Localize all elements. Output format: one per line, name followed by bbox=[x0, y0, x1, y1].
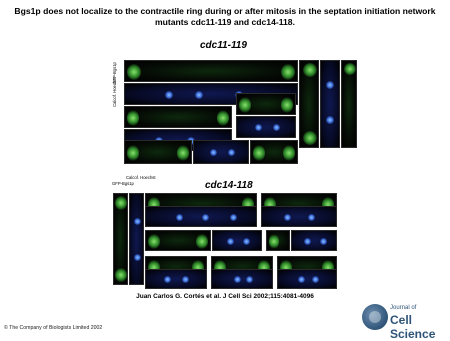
gfp-signal bbox=[269, 234, 279, 249]
panel-label-cdc14: cdc14-118 bbox=[205, 180, 253, 191]
gfp-signal bbox=[344, 63, 356, 75]
top-label-stain: Calcof. Hoechst bbox=[126, 175, 156, 180]
side-label-stain: Calcof. Hoechst bbox=[112, 77, 117, 107]
nucleus-signal bbox=[164, 276, 171, 283]
gfp-signal bbox=[127, 110, 139, 126]
micrograph-cell bbox=[124, 140, 192, 164]
gfp-signal bbox=[177, 145, 189, 161]
nucleus-signal bbox=[165, 91, 173, 99]
top-label-gfp: GFP-Bgs1p bbox=[112, 181, 134, 186]
citation: Juan Carlos G. Cortés et al. J Cell Sci 2002;115:4081-4096 bbox=[136, 293, 314, 300]
nucleus-signal bbox=[243, 238, 250, 245]
logo-small-text: Journal of bbox=[390, 305, 417, 311]
gfp-signal bbox=[303, 131, 317, 145]
panel-label-cdc11: cdc11-119 bbox=[200, 40, 247, 51]
nucleus-signal bbox=[298, 276, 305, 283]
nucleus-signal bbox=[176, 214, 183, 221]
nucleus-signal bbox=[326, 116, 334, 124]
nucleus-signal bbox=[312, 276, 319, 283]
micrograph-cell bbox=[129, 193, 144, 285]
micrograph-cell bbox=[212, 230, 262, 251]
micrograph-cell bbox=[236, 93, 296, 115]
logo-mark-icon bbox=[362, 304, 388, 330]
side-label-gfp: GFP-Bgs1p bbox=[112, 62, 117, 84]
nucleus-signal bbox=[246, 276, 253, 283]
nucleus-signal bbox=[134, 254, 141, 261]
gfp-signal bbox=[148, 234, 160, 249]
nucleus-signal bbox=[134, 218, 141, 225]
nucleus-signal bbox=[320, 238, 327, 245]
nucleus-signal bbox=[230, 214, 237, 221]
micrograph-cell bbox=[145, 230, 211, 251]
micrograph-cell bbox=[211, 269, 273, 289]
nucleus-signal bbox=[195, 91, 203, 99]
nucleus-signal bbox=[202, 214, 209, 221]
micrograph-cell bbox=[193, 140, 249, 164]
micrograph-cell bbox=[261, 206, 337, 227]
gfp-signal bbox=[115, 196, 127, 210]
micrograph-cell bbox=[250, 140, 298, 164]
micrograph-cell bbox=[266, 230, 290, 251]
nucleus-signal bbox=[273, 124, 280, 131]
nucleus-signal bbox=[210, 149, 217, 156]
nucleus-signal bbox=[227, 238, 234, 245]
micrograph-cell bbox=[277, 269, 337, 289]
micrograph-cell bbox=[236, 116, 296, 138]
nucleus-signal bbox=[228, 149, 235, 156]
micrograph-cell bbox=[299, 60, 319, 148]
gfp-signal bbox=[217, 110, 229, 126]
nucleus-signal bbox=[234, 276, 241, 283]
gfp-signal bbox=[127, 145, 139, 161]
copyright-notice: © The Company of Biologists Limited 2002 bbox=[4, 325, 103, 331]
micrograph-cell bbox=[145, 269, 207, 289]
gfp-signal bbox=[239, 97, 251, 113]
gfp-signal bbox=[253, 145, 265, 161]
nucleus-signal bbox=[304, 238, 311, 245]
journal-logo bbox=[362, 302, 446, 341]
micrograph-cell bbox=[124, 60, 298, 82]
gfp-signal bbox=[196, 234, 208, 249]
micrograph-cell bbox=[291, 230, 337, 251]
gfp-signal bbox=[281, 64, 295, 80]
gfp-signal bbox=[283, 145, 295, 161]
logo-big-text: Cell Science bbox=[390, 313, 436, 341]
micrograph-cell bbox=[341, 60, 357, 148]
nucleus-signal bbox=[182, 276, 189, 283]
micrograph-cell bbox=[320, 60, 340, 148]
gfp-signal bbox=[281, 97, 293, 113]
micrograph-cell bbox=[113, 193, 128, 285]
figure-title: Bgs1p does not localize to the contractile ring during or after mitosis in the septation initiation network mutants cdc11-119 and cdc14-118. bbox=[14, 6, 436, 27]
gfp-signal bbox=[127, 64, 141, 80]
nucleus-signal bbox=[284, 214, 291, 221]
gfp-signal bbox=[115, 268, 127, 282]
micrograph-cell bbox=[124, 106, 232, 128]
nucleus-signal bbox=[326, 81, 334, 89]
micrograph-cell bbox=[145, 206, 257, 227]
nucleus-signal bbox=[308, 214, 315, 221]
nucleus-signal bbox=[255, 124, 262, 131]
gfp-signal bbox=[303, 63, 317, 77]
